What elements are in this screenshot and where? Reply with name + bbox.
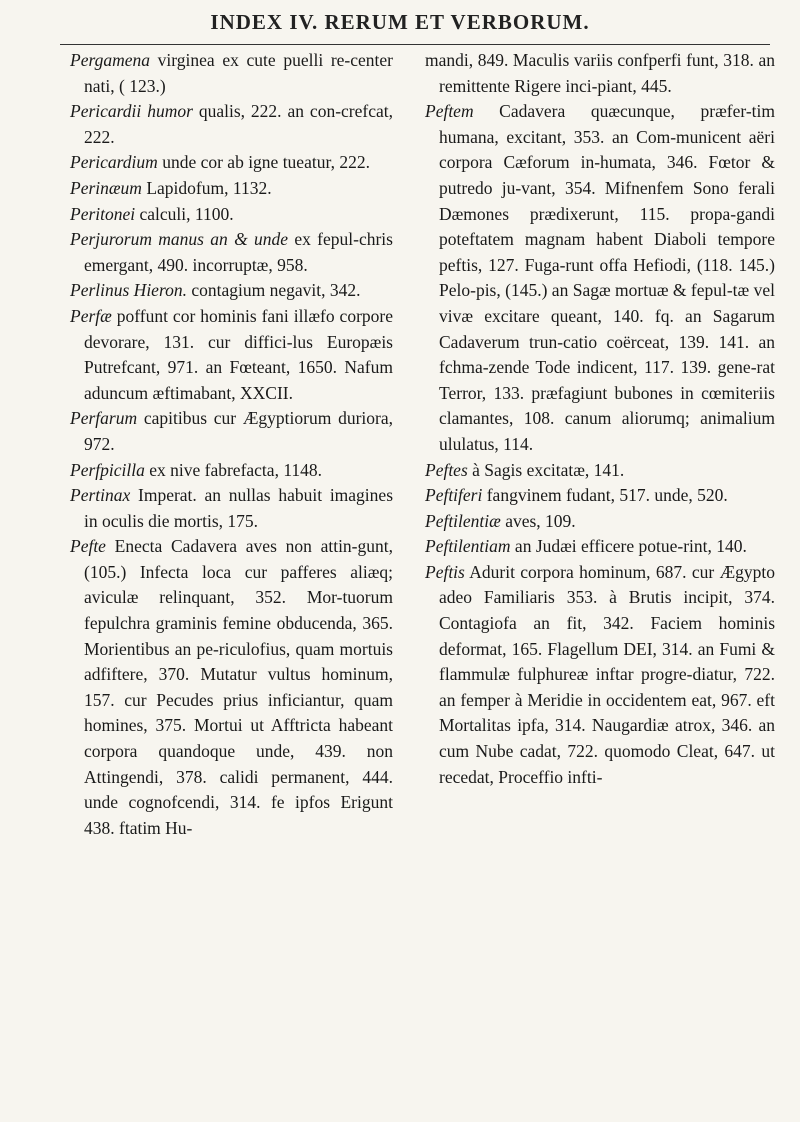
index-entry <box>70 278 393 304</box>
index-entry <box>70 202 393 228</box>
index-entry <box>70 458 393 484</box>
entry-text: poffunt cor hominis fani illæfo corpore devorare, 131. cur diffici-lus Europæis Putrefcant, 971. an Fœteant, 1650. Nafum aduncum æftimabant, XXCII. <box>84 305 393 403</box>
entry-text: Imperat. an nullas habuit imagines in oculis die mortis, 175. <box>84 485 393 531</box>
entry-text: Enecta Cadavera aves non attin-gunt, (105.) Infecta loca cur pafferes aliæq; aviculæ relinquant, 352. Mor-tuorum fepulchra graminis femine obducenda, 365. Morientibus an pe-riculofius, quam mortuis adfiftere, 370. Mutatur vultus hominum, 157. cur Pecudes prius inficiantur, quam homines, 375. Mortui ut Afftricta habeant corpora quandoque unde, 439. non Attingendi, 378. calidi permanent, 444. unde cognofcendi, 314. fe ipfos Erigunt 438. ftatim Hu- <box>84 536 393 838</box>
entry-headword: Peftiferi <box>425 485 483 506</box>
index-entry <box>70 150 393 176</box>
index-entry <box>70 227 393 278</box>
index-entry <box>425 534 775 560</box>
index-entry <box>70 304 393 406</box>
entry-text: contagium negavit, 342. <box>186 280 361 301</box>
entry-text: unde cor ab igne tueatur, 222. <box>157 152 370 173</box>
entry-headword: Perfpicilla <box>70 459 145 480</box>
index-entry <box>70 48 393 99</box>
entry-headword: Pericardium <box>70 152 158 173</box>
entry-text: Adurit corpora hominum, 687. cur Ægypto adeo Familiaris 353. à Brutis incipit, 374. Contagiofa an fit, 342. Faciem hominis deformat, 165. Flagellum DEI, 314. an Fumi & flammulæ fulphureæ inftar progre-diatur, 722. an femper à Meridie in occidentem eat, 967. eft Mortalitas ipfa, 314. Naugardiæ atrox, 346. an cum Nube cadat, 722. quomodo Cleat, 647. ut recedat, Proceffio infti- <box>439 561 775 787</box>
entry-text: Lapidofum, 1132. <box>141 177 272 198</box>
entry-text: mandi, 849. Maculis variis confperfi funt, 318. an remittente Rigere inci-piant, 445. <box>425 50 775 96</box>
index-entry <box>70 99 393 150</box>
running-head: INDEX IV. RERUM ET VERBORUM. <box>210 10 590 34</box>
entry-text: ex fepul-chris emergant, 490. incorruptæ, 958. <box>84 229 393 275</box>
entry-headword: Pergamena <box>70 50 151 70</box>
index-entry <box>425 560 775 790</box>
entry-headword: Perjurorum manus an & unde <box>70 229 289 250</box>
index-entry <box>425 483 775 509</box>
index-entry <box>425 99 775 457</box>
left-column <box>70 48 393 841</box>
entry-text: capitibus cur Ægyptiorum duriora, 972. <box>84 408 393 454</box>
entry-text: qualis, 222. an con-crefcat, 222. <box>84 101 393 147</box>
entry-text: aves, 109. <box>500 510 576 531</box>
entry-text: à Sagis excitatæ, 141. <box>467 459 625 480</box>
entry-text: calculi, 1100. <box>135 203 234 224</box>
index-entry <box>70 483 393 534</box>
entry-headword: Perlinus Hieron. <box>70 280 187 301</box>
index-entry <box>70 176 393 202</box>
entry-text: an Judæi efficere potue-rint, 140. <box>510 536 747 557</box>
entry-headword: Perfarum <box>70 408 138 429</box>
index-entry <box>425 458 775 484</box>
entry-headword: Peftilentiam <box>425 536 511 557</box>
entry-headword: Peftilentiæ <box>425 510 501 531</box>
entry-text: virginea ex cute puelli re-center nati, ( 123.) <box>84 50 393 96</box>
index-entry <box>70 406 393 457</box>
entry-headword: Pertinax <box>70 485 131 506</box>
entry-text: ex nive fabrefacta, 1148. <box>144 459 323 480</box>
entry-headword: Perfæ <box>70 305 112 326</box>
entry-headword: Peftem <box>425 101 474 122</box>
right-column <box>425 48 775 790</box>
entry-headword: Peftis <box>425 561 465 582</box>
index-entry-continued <box>425 48 775 99</box>
entry-text: Cadavera quæcunque, præfer-tim humana, excitant, 353. an Com-municent aëri corpora Cæforum in-humata, 346. Fœtor & putredo ju-vant, 354. Mifnenfem Sono ferali Dæmones prædixerunt, 115. propa-gandi poteftatem magnam habent Diaboli tempore peftis, 127. Fuga-runt offa Hefiodi, (118. 145.) Pelo-pis, (145.) an Sagæ mortuæ & fepul-tæ vel vivæ excitare queant, 140. fq. an Sagarum Cadaverum trun-catio coërceat, 139. 141. an fchma-zende Tode indicent, 117. 139. gene-rat Terror, 133. præfagiunt bubones in cœmiteriis clamantes, 108. canum aliorumq; animalium ululatus, 114. <box>439 101 775 454</box>
index-entry <box>70 534 393 841</box>
entry-headword: Perinæum <box>70 177 142 198</box>
index-entry <box>425 509 775 535</box>
entry-headword: Pefte <box>70 536 106 557</box>
entry-headword: Peritonei <box>70 203 136 224</box>
entry-headword: Pericardii humor <box>70 101 193 122</box>
entry-headword: Peftes <box>425 459 468 480</box>
header-rule <box>60 44 770 45</box>
entry-text: fangvinem fudant, 517. unde, 520. <box>482 485 728 506</box>
